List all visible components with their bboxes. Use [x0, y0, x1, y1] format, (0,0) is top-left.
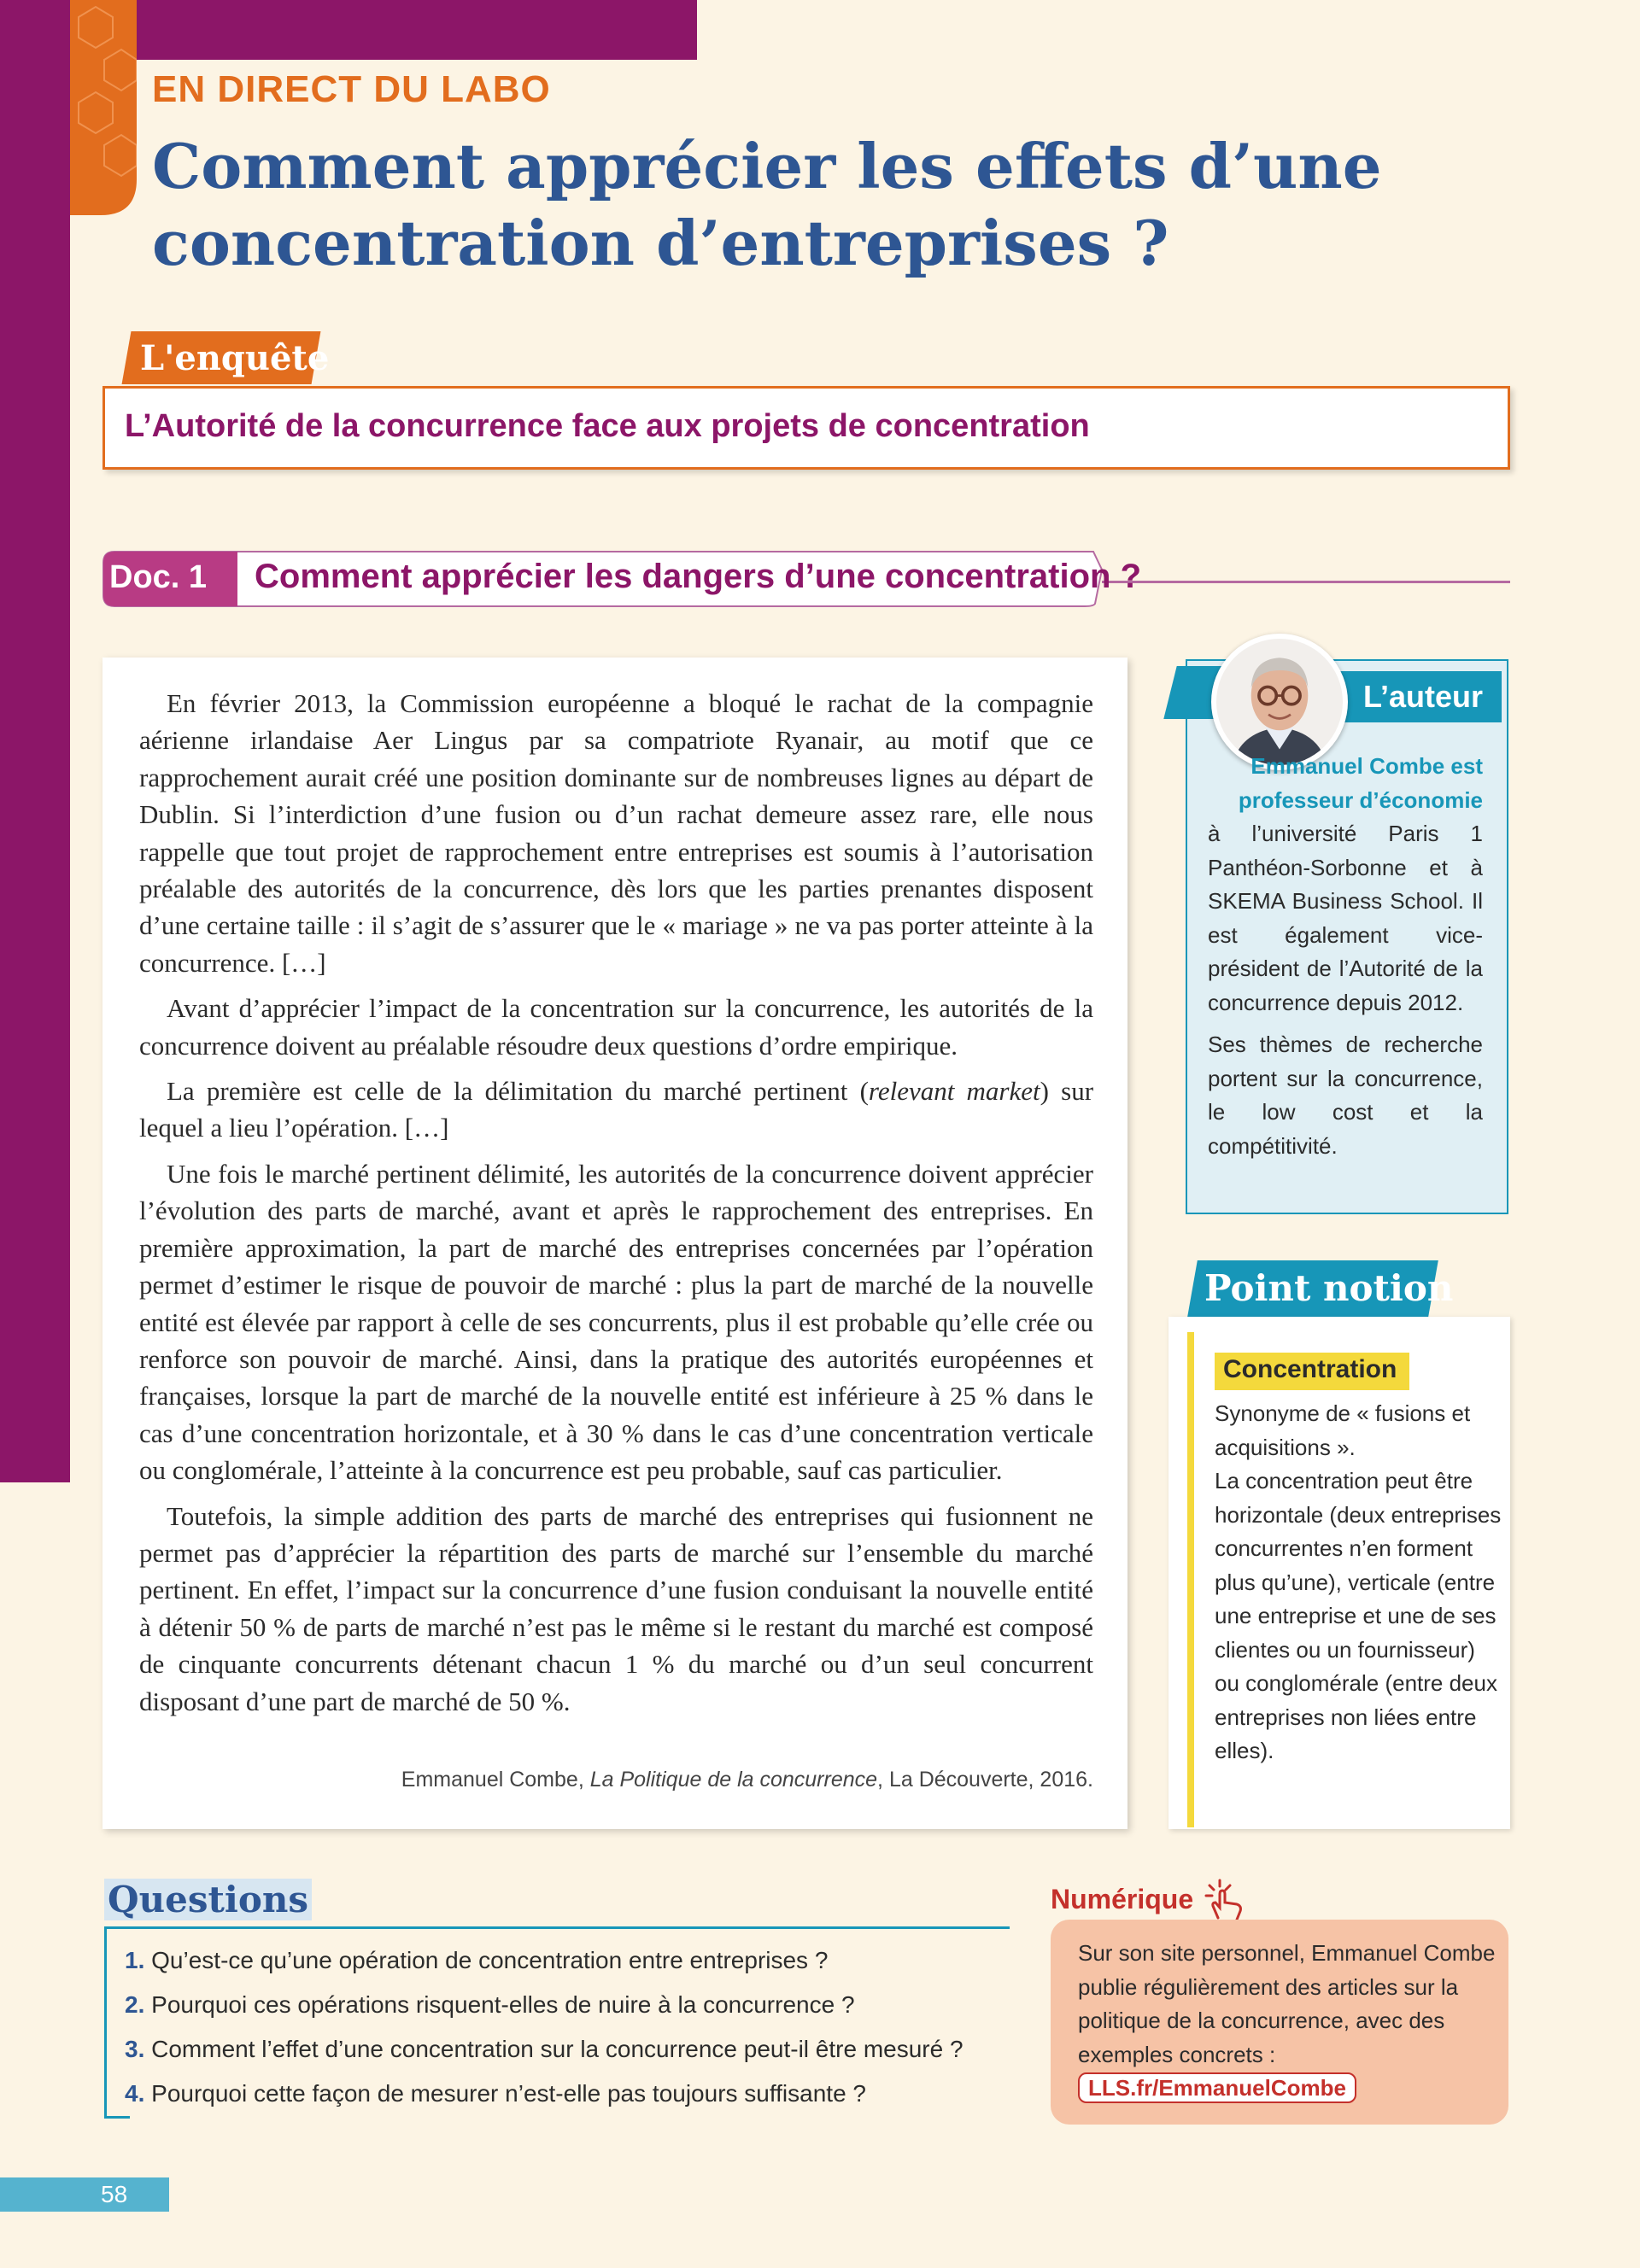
question-item: [125, 2072, 1022, 2116]
question-item: [125, 1938, 1022, 1983]
question-text: Qu’est-ce qu’une opération de concentration entre entreprises ?: [151, 1947, 829, 1973]
click-hand-icon: [1203, 1877, 1249, 1923]
question-number: 4.: [125, 2080, 145, 2107]
paragraph-start: La première est celle de la délimitation du marché pertinent: [167, 1076, 848, 1107]
author-bio: [1208, 750, 1483, 1172]
paragraph: Une fois le marché pertinent délimité, les autorités de la concurrence doivent apprécier l’évolution des parts de marché, avant et après le rapprochement des entreprises. En première approximation, la part de marché des entreprises concernées par l’opération permet d’estimer le risque de pouvoir de marché : plus la part de marché de la nouvelle entité est élevée par rapport à celle de ses concurrents, plus il est probable qu’elle crée ou renforce son pouvoir de marché. Ainsi, dans la pratique des autorités européennes et françaises, lorsque la part de marché de la nouvelle entité est inférieure à 25 % dans le cas d’une concentration horizontale, et à 30 % dans le cas d’une concentration verticale ou conglomérale, l’atteinte à la concurrence est peu probable, sauf cas particulier.: [139, 1158, 1093, 1486]
doc-number: Doc. 1: [109, 559, 208, 595]
questions-list: [125, 1938, 1022, 2116]
top-color-bar: [137, 0, 697, 60]
questions-bottom-line: [104, 2116, 130, 2119]
paragraph: Toutefois, la simple addition des parts de marché des entreprises qui fusionnent ne permet pas d’apprécier la répartition des parts de marché sur l’ensemble du marché pertinent. En effet, l’impact sur la concurrence d’une fusion conduisant la nouvelle entité à détenir 50 % de parts de marché n’est pas le même si le restant du marché est composé de cinquante concurrents détenant chacun 1 % du marché ou d’un seul concurrent disposant d’une part de marché de 50 %.: [139, 1500, 1093, 1716]
questions-title: Questions: [104, 1879, 312, 1920]
author-bio-text: à l’université Paris 1 Panthéon-Sorbonne et à SKEMA Business School. Il est également vice-président de l’Autorité de la concurrence depuis 2012.: [1208, 821, 1483, 1015]
question-item: [125, 1983, 1022, 2027]
paragraph: La première est celle de la délimitation du marché pertinent (relevant market) sur lequel a lieu l’opération. […]: [139, 1076, 1094, 1143]
left-color-band: [0, 0, 70, 1482]
doc-header-line: [1102, 581, 1510, 583]
numerique-description: Sur son site personnel, Emmanuel Combe publie régulièrement des articles sur la politique de la concurrence, avec des exemples concrets :: [1078, 1940, 1496, 2067]
hexagon-decoration: [70, 0, 137, 215]
enquete-title: L’Autorité de la concurrence face aux projets de concentration: [125, 408, 1090, 444]
author-bio-paragraph: [1208, 750, 1483, 1020]
paragraph: En février 2013, la Commission européenne a bloqué le rachat de la compagnie aérienne irlandaise Aer Lingus par sa compatriote Ryanair, au motif que ce rapprochement aurait créé une position dominante sur de nombreuses lignes au départ de Dublin. Si l’interdiction d’une fusion ou d’un rachat demeure assez rare, elle nous rappelle que tout projet de rapprochement entre entreprises est soumis à l’autorisation préalable des autorités de la concurrence, dès lors que les parties prenantes disposent d’une certaine taille : il s’agit de s’assurer que le « mariage » ne va pas porter atteinte à la concurrence. […]: [139, 688, 1093, 978]
source-publisher: , La Découverte, 2016.: [877, 1768, 1093, 1792]
question-number: 3.: [125, 2036, 145, 2062]
doc-title: Comment apprécier les dangers d’une concentration ?: [255, 558, 1142, 595]
questions-side-line: [104, 1926, 107, 2118]
paragraph-end: sur lequel a lieu l’opération. […]: [139, 1076, 1094, 1143]
page-number: 58: [101, 2181, 128, 2207]
questions-underline: [104, 1926, 1010, 1929]
notion-term: Concentration: [1223, 1355, 1397, 1383]
definition-line: Synonyme de « fusions et acquisitions ».: [1215, 1400, 1471, 1460]
italic-term: relevant market: [868, 1076, 1040, 1107]
section-kicker: EN DIRECT DU LABO: [152, 68, 551, 110]
document-text: [139, 685, 1093, 1728]
definition-line: La concentration peut être horizontale (deux entreprises concurrentes n’en forment plus qu’une), verticale (entre une entreprise et une de ses clientes ou un fournisseur) ou conglomérale (entre deux entreprises non liées entre elles).: [1215, 1468, 1502, 1763]
numerique-text: [1078, 1937, 1498, 2106]
question-number: 1.: [125, 1947, 145, 1973]
question-text: Comment l’effet d’une concentration sur la concurrence peut-il être mesuré ?: [151, 2036, 964, 2062]
source-author: Emmanuel Combe,: [401, 1768, 584, 1792]
point-notion-label: Point notion: [1204, 1267, 1454, 1309]
page-number-bar: [0, 2177, 169, 2212]
enquete-label: L'enquête: [140, 338, 330, 378]
page-title: Comment apprécier les effets d’une concentration d’entreprises ?: [152, 130, 1382, 279]
external-link[interactable]: LLS.fr/EmmanuelCombe: [1078, 2072, 1356, 2103]
paragraph: Avant d’apprécier l’impact de la concentration sur la concurrence, les autorités de la concurrence doivent au préalable résoudre deux questions d’ordre empirique.: [139, 993, 1093, 1061]
source-book: La Politique de la concurrence: [589, 1768, 878, 1792]
author-name: Emmanuel Combe est professeur d’économie: [1238, 753, 1483, 813]
point-notion-accent-bar: [1187, 1332, 1194, 1827]
author-label: L’auteur: [1363, 679, 1484, 714]
question-item: [125, 2027, 1022, 2072]
author-research: Ses thèmes de recherche portent sur la concurrence, le low cost et la compétitivité.: [1208, 1032, 1483, 1159]
notion-definition: [1215, 1397, 1505, 1768]
numerique-title: Numérique: [1051, 1884, 1194, 1914]
question-number: 2.: [125, 1991, 145, 2018]
source-citation: [139, 1768, 1093, 1792]
question-text: Pourquoi ces opérations risquent-elles de nuire à la concurrence ?: [151, 1991, 855, 2018]
question-text: Pourquoi cette façon de mesurer n’est-elle pas toujours suffisante ?: [151, 2080, 866, 2107]
